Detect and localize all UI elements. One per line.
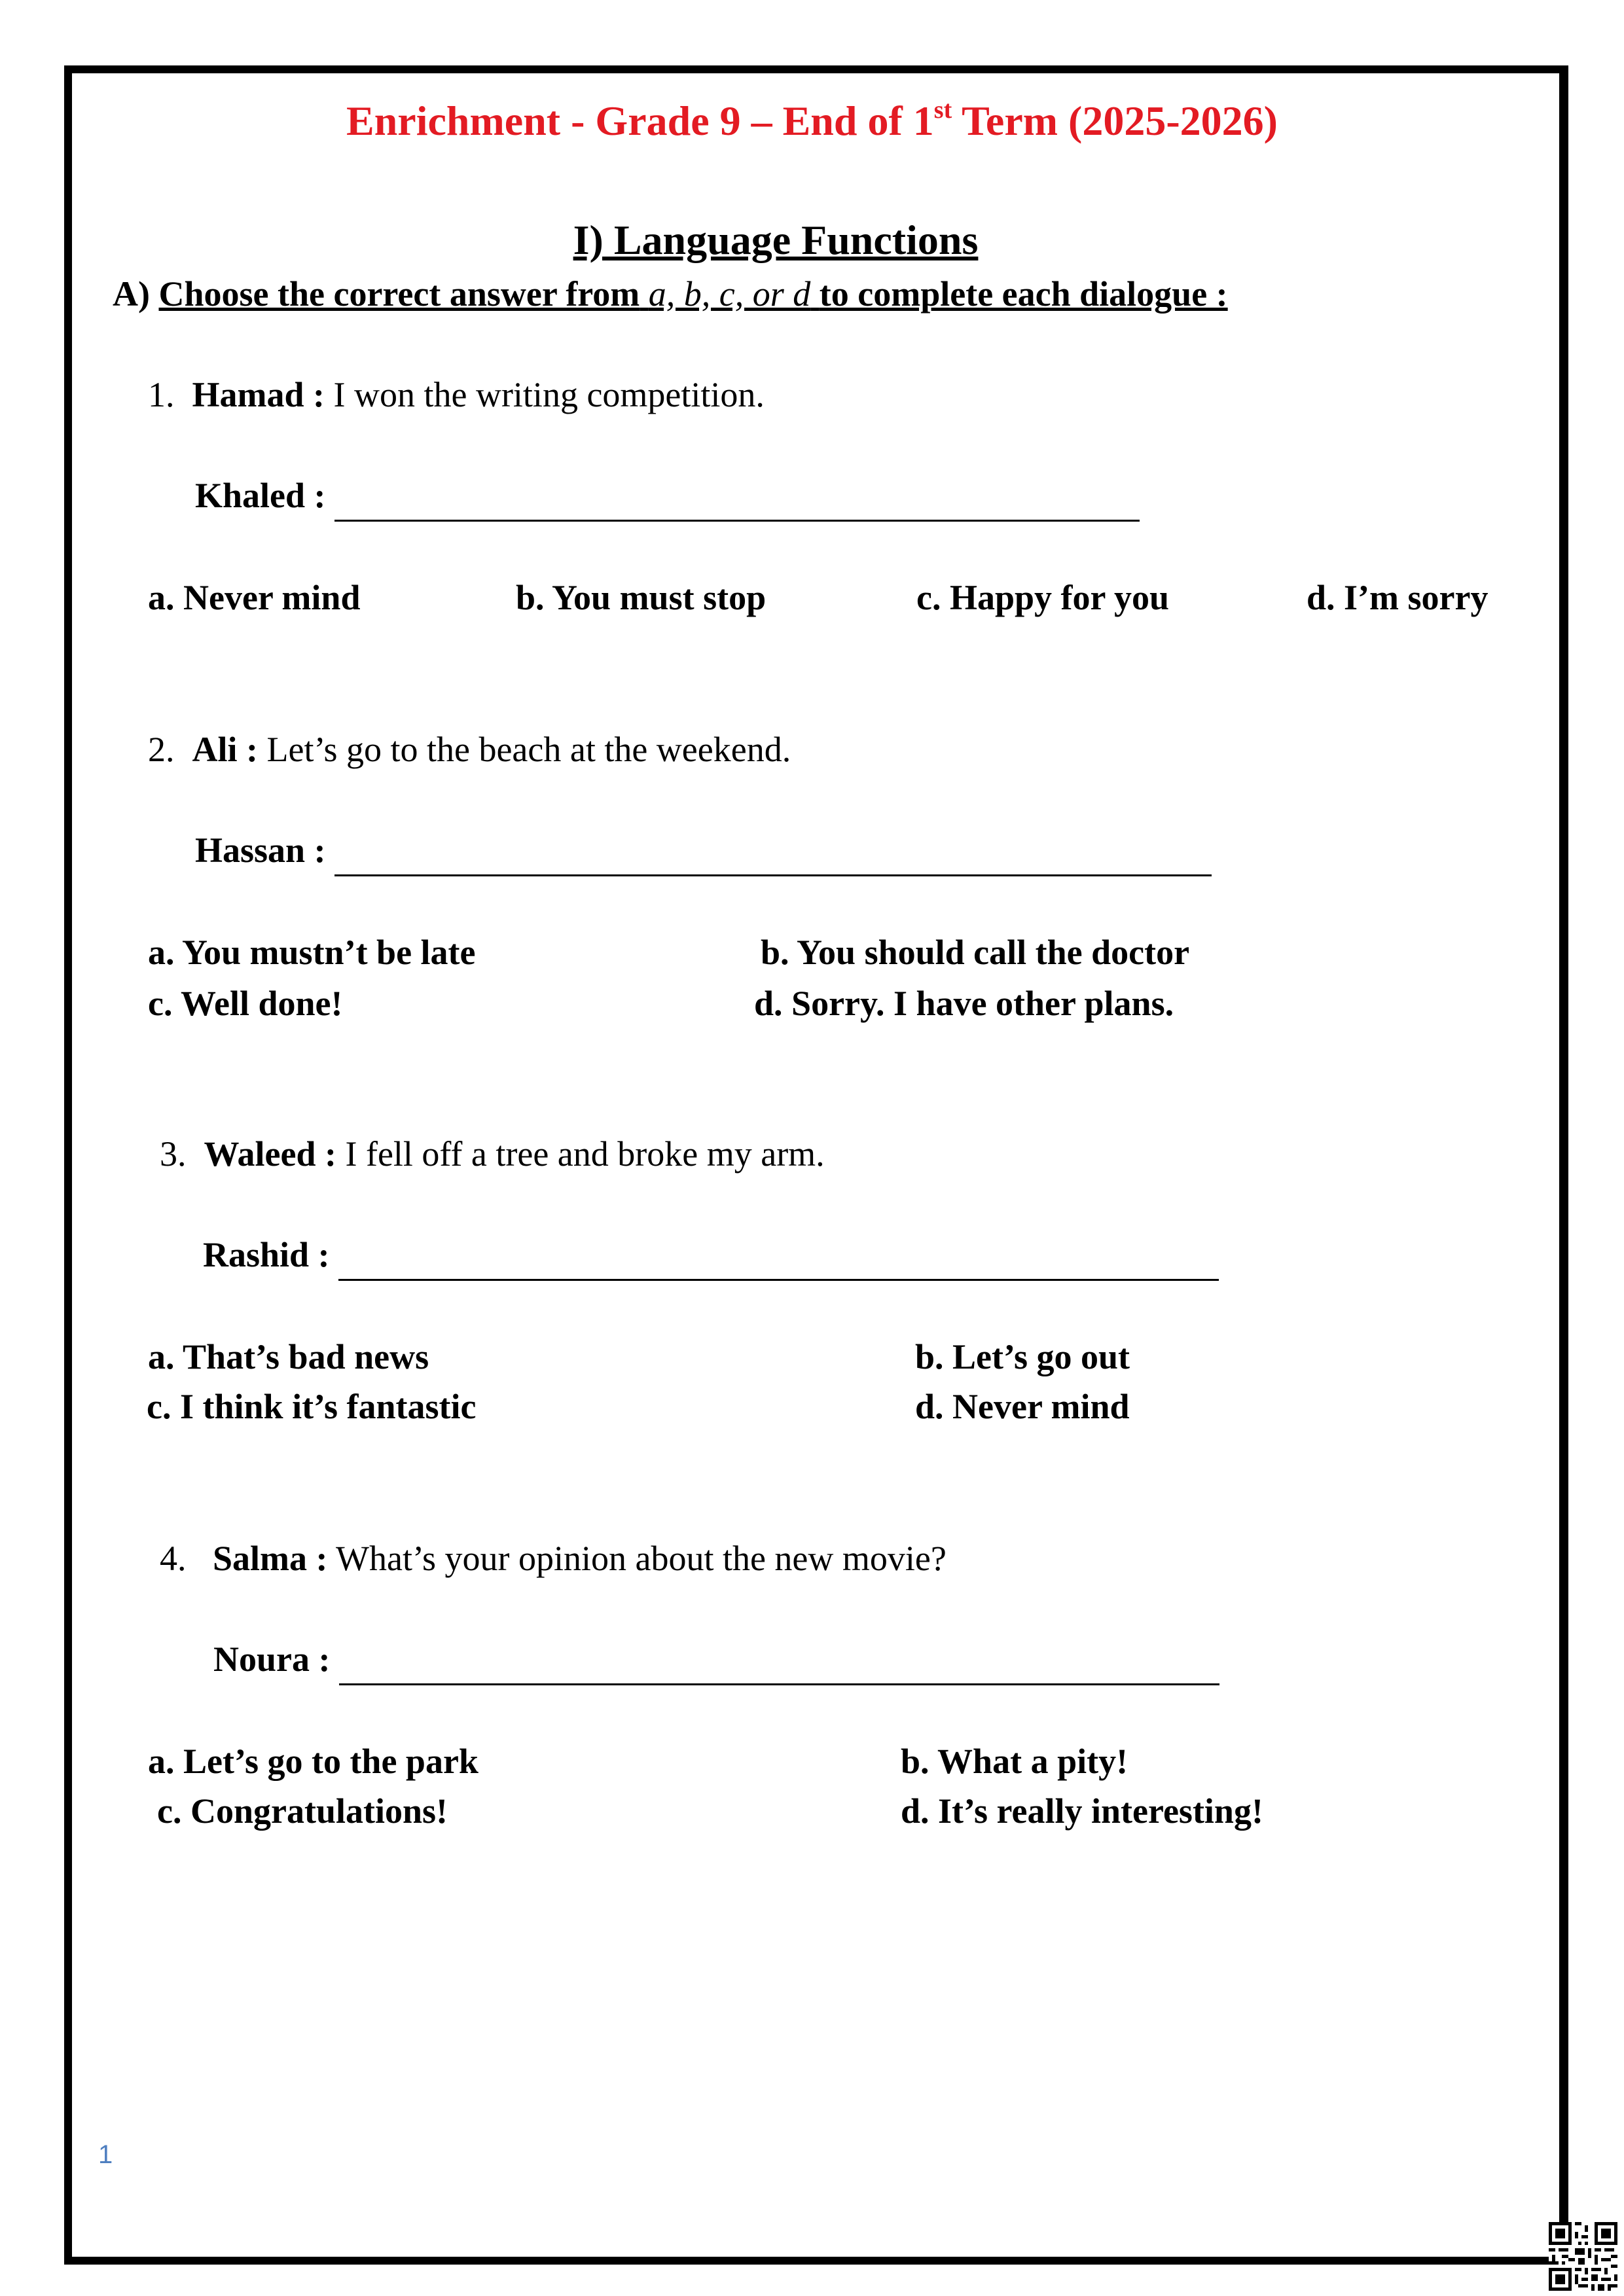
instruction-label: A) — [113, 274, 150, 314]
qr-code-icon — [1549, 2222, 1617, 2291]
question-4-prompt: 4. Salma : What’s your opinion about the new movie? — [160, 1539, 947, 1578]
question-3-option-b[interactable]: b. Let’s go out — [915, 1337, 1130, 1376]
question-1-option-b[interactable]: b. You must stop — [516, 578, 767, 617]
question-4-response: Noura : — [213, 1639, 1219, 1685]
section-heading: I) Language Functions — [573, 217, 979, 263]
answer-blank-3[interactable] — [338, 1238, 1219, 1281]
question-2-option-b[interactable]: b. You should call the doctor — [761, 933, 1190, 972]
page-number: 1 — [98, 2140, 113, 2169]
question-1-option-c[interactable]: c. Happy for you — [916, 578, 1170, 617]
question-1-response: Khaled : — [195, 475, 1140, 522]
question-4-option-d[interactable]: d. It’s really interesting! — [901, 1791, 1263, 1831]
question-2-option-a[interactable]: a. You mustn’t be late — [148, 933, 476, 972]
question-2-prompt: 2. Ali : Let’s go to the beach at the weekend. — [148, 730, 791, 769]
question-2-option-c[interactable]: c. Well done! — [148, 984, 343, 1023]
instruction — [113, 274, 1228, 314]
question-4-option-b[interactable]: b. What a pity! — [901, 1742, 1128, 1781]
question-3-response: Rashid : — [203, 1234, 1219, 1281]
question-3-prompt: 3. Waleed : I fell off a tree and broke my arm. — [160, 1134, 825, 1174]
instruction-text: Choose the correct answer from a, b, c, or d to complete each dialogue : — [158, 274, 1228, 314]
question-4-option-a[interactable]: a. Let’s go to the park — [148, 1742, 478, 1781]
question-4-option-c[interactable]: c. Congratulations! — [157, 1791, 448, 1831]
question-2-response: Hassan : — [195, 830, 1212, 876]
question-3-option-a[interactable]: a. That’s bad news — [148, 1337, 429, 1376]
question-1-option-a[interactable]: a. Never mind — [148, 578, 361, 617]
question-2-option-d[interactable]: d. Sorry. I have other plans. — [754, 984, 1174, 1023]
question-3-option-c[interactable]: c. I think it’s fantastic — [147, 1387, 477, 1426]
question-1-option-d[interactable]: d. I’m sorry — [1307, 578, 1489, 617]
page-title: Enrichment - Grade 9 – End of 1st Term (2025-2026) — [346, 96, 1278, 144]
answer-blank-2[interactable] — [334, 834, 1212, 876]
question-3-option-d[interactable]: d. Never mind — [915, 1387, 1130, 1426]
answer-blank-4[interactable] — [339, 1643, 1219, 1685]
question-1-prompt: 1. Hamad : I won the writing competition. — [148, 375, 765, 414]
answer-blank-1[interactable] — [334, 479, 1140, 522]
